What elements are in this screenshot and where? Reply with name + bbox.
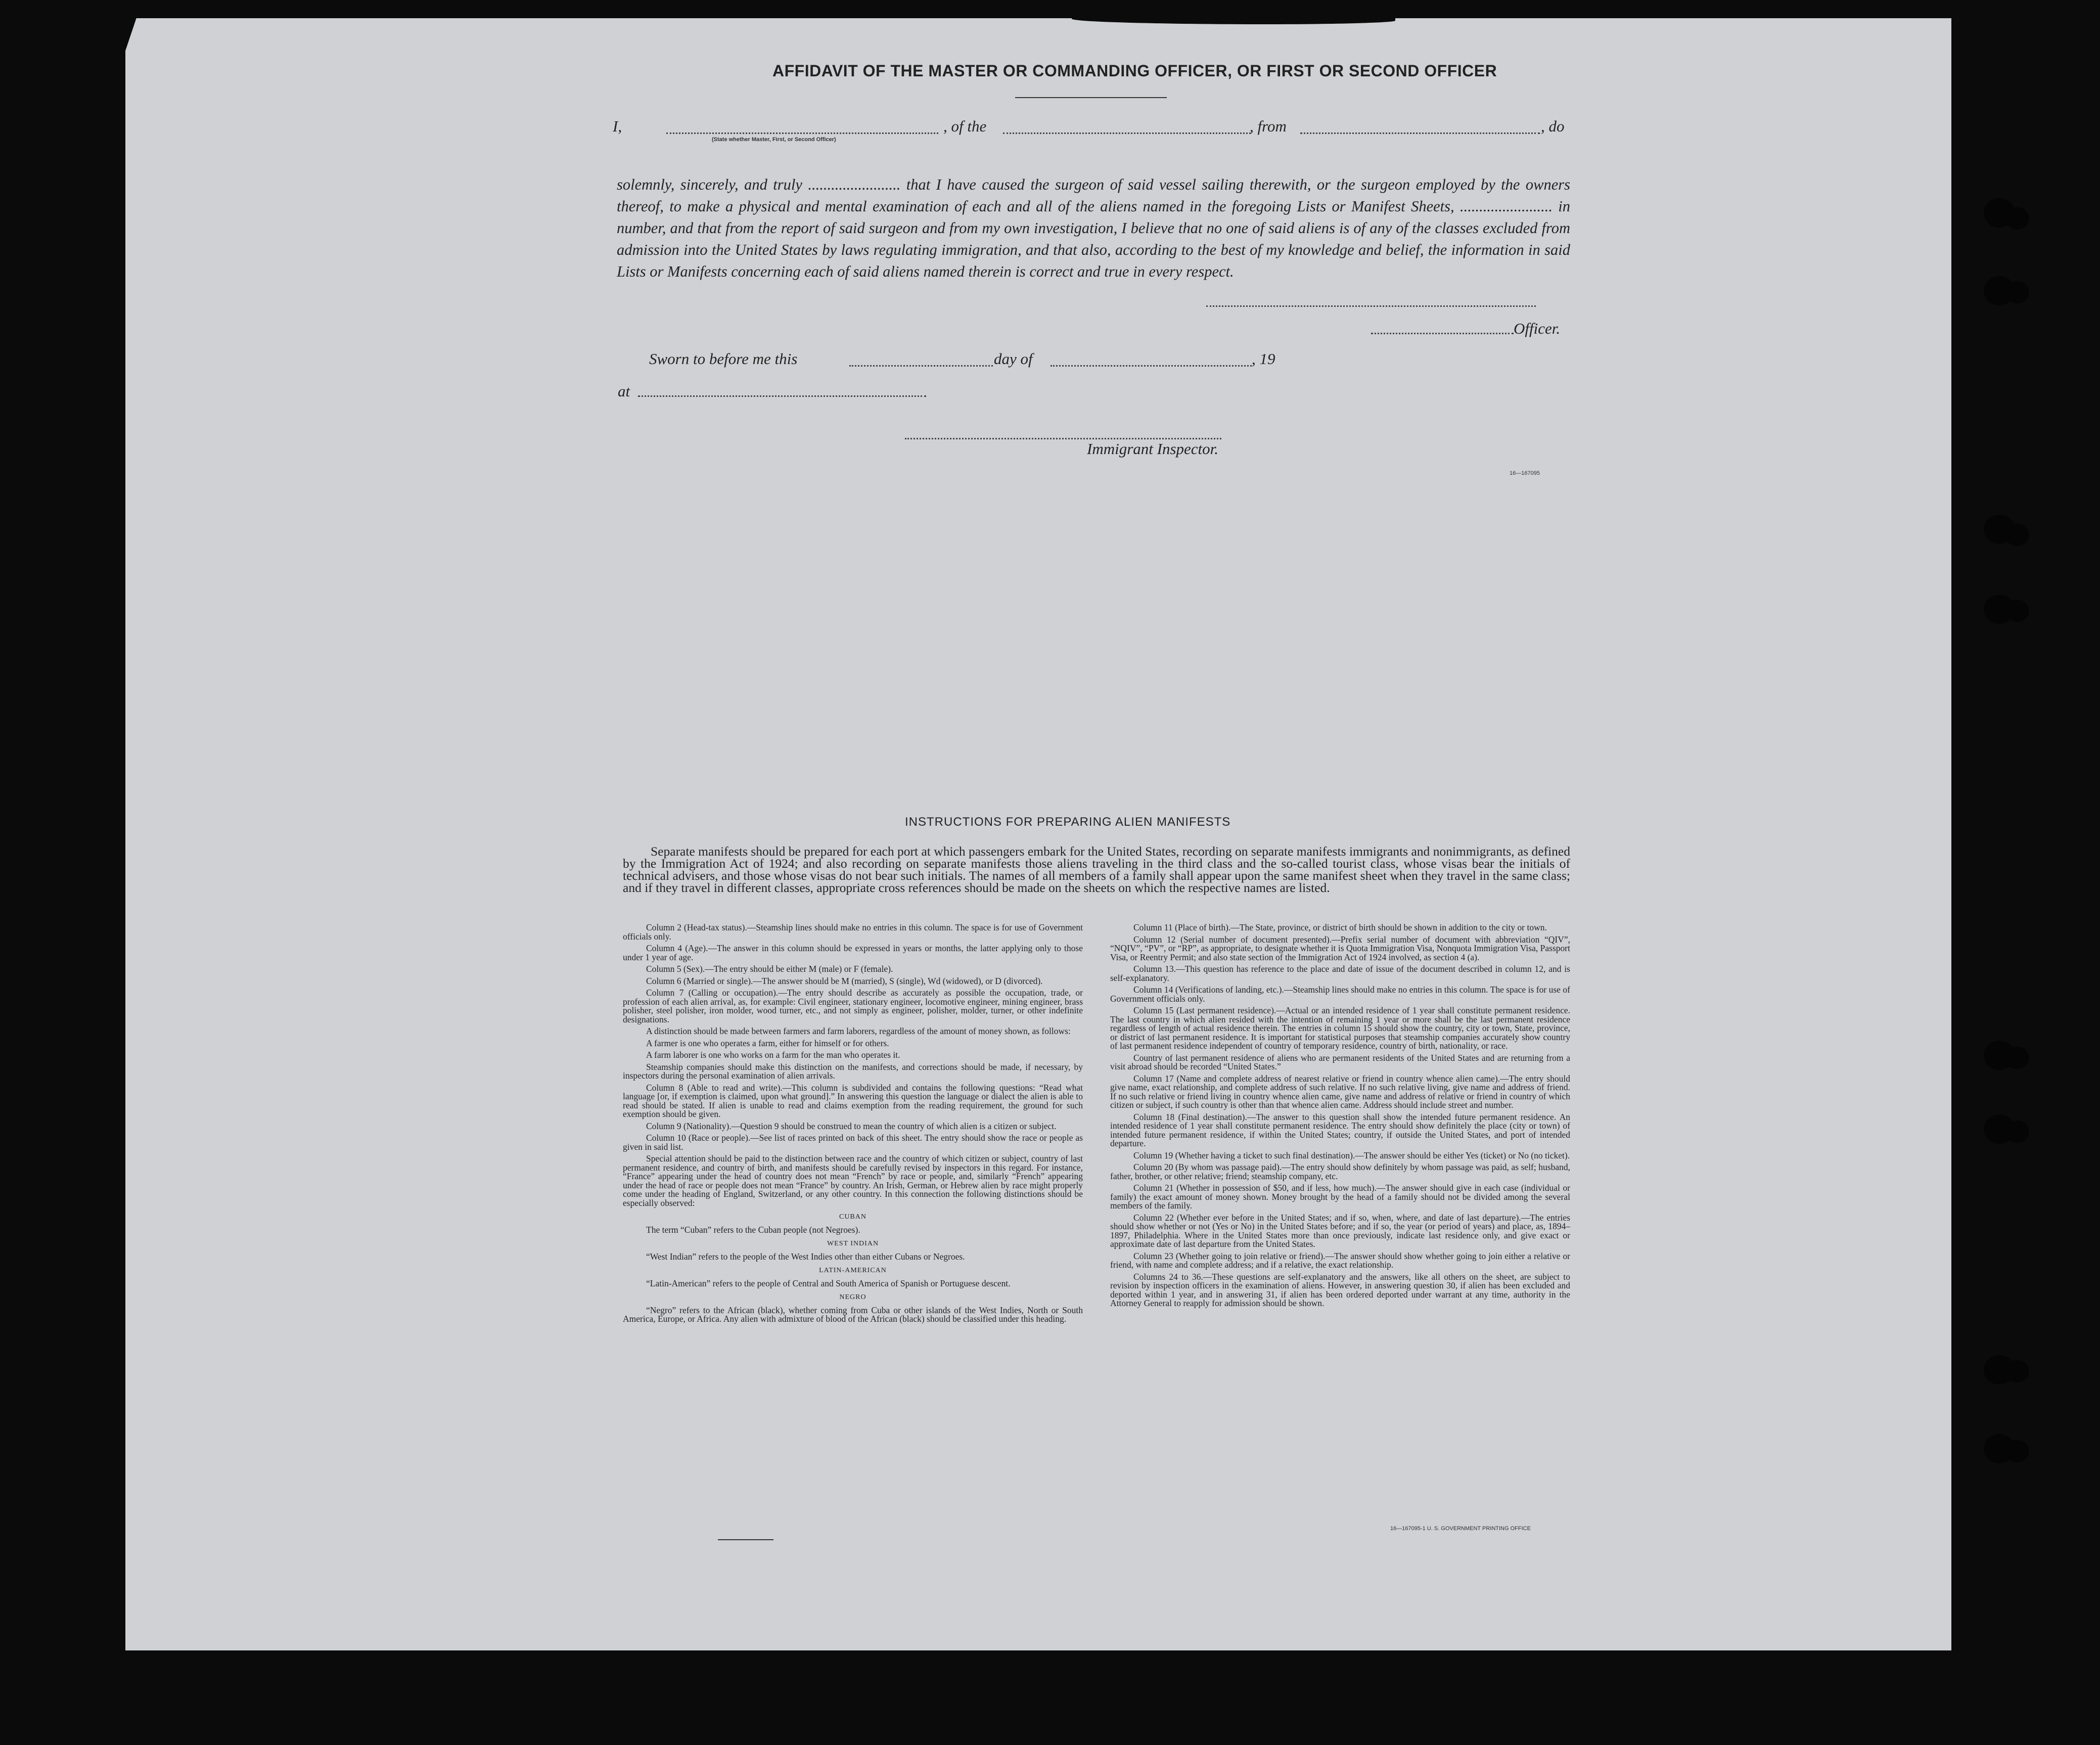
instruction-paragraph: Special attention should be paid to the distinction between race and the country of which citizen or subject, country of last permanent residence, and country of birth, and manifests should be carefully revised by inspectors in this regard. For instance, “France” appearing under the head of country does not mean “French” by race or people, and, similarly “French” appearing under the head of race or people does not mean “France” by country. An Irish, German, or Hebrew alien by race might properly come under the heading of England, Switzerland, or any other country. In this connection the following distinctions should be especially observed: bbox=[623, 1153, 1083, 1208]
instruction-paragraph: Column 17 (Name and complete address of nearest relative or friend in country whence alien came).—The entry should give name, exact relationship, and complete address of such relative. If no such relative living, give name and address of friend. If no such relative or friend living in country whence alien came, give name and address of relative or friend in country of which citizen or subject, if such country is other than that whence alien came. Address should include street and number. bbox=[1110, 1073, 1570, 1110]
punch-hole bbox=[2005, 1360, 2029, 1382]
instruction-paragraph: Columns 24 to 36.—These questions are self-explanatory and the answers, like all others on the sheet, are subject to revision by inspection officers in the examination of aliens. However, in answering question 30, if alien has been excluded and deported within 1 year, and in answering 31, if alien has been ordered deported under warrant at any time, authority in the Attorney General to reapply for admission should be shown. bbox=[1110, 1271, 1570, 1308]
punch-hole bbox=[2005, 281, 2029, 303]
instructions-title: INSTRUCTIONS FOR PREPARING ALIEN MANIFESTS bbox=[905, 815, 1231, 829]
instruction-paragraph: “West Indian” refers to the people of the West Indies other than either Cubans or Negroes. bbox=[646, 1251, 965, 1262]
instruction-paragraph: Column 9 (Nationality).—Question 9 should be construed to mean the country of which alien is a citizen or subject. bbox=[646, 1121, 1057, 1131]
officer-label: Officer. bbox=[1514, 320, 1561, 337]
instruction-paragraph: “Latin-American” refers to the people of Central and South America of Spanish or Portuguese descent. bbox=[646, 1278, 1011, 1288]
instruction-paragraph: Column 21 (Whether in possession of $50, and if less, how much).—The answer should give in each case (individual or family) the exact amount of money shown. Money brought by the head of a family should not be divided among the several members of the family. bbox=[1110, 1183, 1570, 1211]
instructions-right-column bbox=[1110, 923, 1570, 1311]
instruction-paragraph: Column 11 (Place of birth).—The State, province, or district of birth should be shown in addition to the city or town. bbox=[1133, 922, 1547, 932]
sworn-label: Sworn to before me this bbox=[649, 350, 798, 368]
punch-hole bbox=[2005, 1440, 2029, 1462]
instruction-paragraph: Column 15 (Last permanent residence).—Actual or an intended residence of 1 year shall constitute permanent residence. The last country in which alien resided with the intention of remaining 1 year or more shall be the last permanent residence regardless of length of actual residence therein. The entries in column 15 should show the country, city or town, State, province, or district of last permanent residence. It is important for statistical purposes that steamship companies accurately show country of last permanent residence independent of country of temporary residence, country of birth, nationality, or race. bbox=[1110, 1005, 1570, 1051]
instruction-paragraph: A farm laborer is one who works on a farm for the man who operates it. bbox=[646, 1050, 900, 1060]
instruction-paragraph: A distinction should be made between farmers and farm laborers, regardless of the amount of money shown, as follows: bbox=[646, 1026, 1071, 1036]
vessel-field[interactable] bbox=[1003, 132, 1251, 134]
instructions-intro bbox=[623, 845, 1570, 894]
affidavit-i: I, bbox=[613, 117, 622, 135]
end-dash bbox=[718, 1539, 773, 1540]
sworn-day-field[interactable] bbox=[849, 365, 993, 367]
instruction-paragraph: Column 14 (Verifications of landing, etc.).—Steamship lines should make no entries in this column. The space is for use of Government officials only. bbox=[1110, 985, 1570, 1004]
punch-hole bbox=[2005, 524, 2029, 546]
heading-cuban: CUBAN bbox=[839, 1213, 866, 1221]
inspector-label: Immigrant Inspector. bbox=[1087, 440, 1219, 458]
instruction-paragraph: Column 12 (Serial number of document presented).—Prefix serial number of document with abbreviation “QIV”, “NQIV”, “PV”, or “RP”, as appropriate, to designate whether it is Quota Immigration Visa, Nonquota Immigration Visa, Passport Visa, or Reentry Permit; and also state section of the Immigration Act of 1924 involved, as section 4 (a). bbox=[1110, 934, 1570, 962]
punch-hole bbox=[2005, 1121, 2029, 1143]
inspector-signature-line[interactable] bbox=[905, 438, 1221, 439]
instructions-left-column bbox=[623, 923, 1083, 1327]
officer-field[interactable] bbox=[1371, 333, 1514, 334]
instruction-paragraph: Steamship companies should make this distinction on the manifests, and corrections should be made, if necessary, by inspectors during the personal examination of alien arrivals. bbox=[623, 1061, 1083, 1081]
name-field[interactable] bbox=[666, 132, 938, 134]
instruction-paragraph: Column 13.—This question has reference to the place and date of issue of the document described in column 12, and is self-explanatory. bbox=[1110, 964, 1570, 983]
instruction-paragraph: Column 23 (Whether going to join relative or friend).—The answer should show whether going to join either a relative or friend, with name and complete address; and if a relative, the exact relationship. bbox=[1110, 1250, 1570, 1270]
punch-hole bbox=[2005, 1047, 2029, 1069]
sworn-month-field[interactable] bbox=[1051, 365, 1252, 367]
instruction-paragraph: Column 8 (Able to read and write).—This column is subdivided and contains the following questions: “Read what language [or, if exemption is claimed, upon what ground].” In answering this question the language or dialect the alien is able to read should be stated. If alien is unable to read and claims exemption from the reading requirement, the ground for such exemption should be given. bbox=[623, 1082, 1083, 1119]
heading-negro: NEGRO bbox=[839, 1293, 866, 1301]
form-number: 16—167095 bbox=[1510, 470, 1540, 476]
state-rank-note: (State whether Master, First, or Second Officer) bbox=[712, 137, 836, 143]
punch-hole bbox=[2005, 207, 2029, 230]
port-field[interactable] bbox=[1300, 132, 1540, 134]
instruction-paragraph: A farmer is one who operates a farm, either for himself or for others. bbox=[646, 1038, 889, 1048]
instruction-paragraph: Column 2 (Head-tax status).—Steamship lines should make no entries in this column. The space is for use of Government officials only. bbox=[623, 922, 1083, 942]
instruction-paragraph: Column 18 (Final destination).—The answer to this question shall show the intended future permanent residence. An intended residence of 1 year shall constitute permanent residence. The entry should show definitely the place (city or town) of intended future permanent residence, if within the United States; country, if outside the United States, and port of intended departure. bbox=[1110, 1111, 1570, 1148]
heading-latin-american: LATIN-AMERICAN bbox=[819, 1267, 887, 1274]
instruction-paragraph: Column 19 (Whether having a ticket to such final destination).—The answer should be either Yes (ticket) or No (no ticket). bbox=[1133, 1150, 1570, 1160]
instruction-paragraph: “Negro” refers to the African (black), whether coming from Cuba or other islands of the West Indies, North or South America, Europe, or Africa. Any alien with admixture of blood of the African (black) should be classified under this heading. bbox=[623, 1305, 1083, 1324]
title-underline bbox=[1015, 97, 1167, 98]
printing-office-note: 16—167095-1 U. S. GOVERNMENT PRINTING OFFICE bbox=[1390, 1526, 1531, 1532]
instruction-paragraph: Column 5 (Sex).—The entry should be either M (male) or F (female). bbox=[646, 964, 893, 974]
intro-paragraph: Separate manifests should be prepared for each port at which passengers embark for the United States, recording on separate manifests immigrants and nonimmigrants, as defined by the Immigration Act of 1924; and also recording on separate manifests those aliens traveling in the third class and the so-called tourist class, whose visas bear the initials of technical advisers, and those whose visas do not bear such initials. The names of all members of a family shall appear upon the same manifest sheet when they travel in the same class; and if they travel in different classes, appropriate cross references should be made on the sheets on which the respective names are listed. bbox=[623, 844, 1570, 895]
instruction-paragraph: The term “Cuban” refers to the Cuban people (not Negroes). bbox=[646, 1224, 860, 1235]
at-place-field[interactable] bbox=[638, 395, 926, 397]
affidavit-body: solemnly, sincerely, and truly ........................ that I have caused the surgeon of said vessel sailing therewith, or the surgeon employed by the owners thereof, to make a physical and mental examination of each and all of the aliens named in the foregoing Lists or Manifest Sheets, ........................ in number, and that from the report of said surgeon and from my own investigation, I believe that no one of said aliens is of any of the classes excluded from admission into the United States by laws regulating immigration, and that also, according to the best of my knowledge and belief, the information in said Lists or Manifests concerning each of said aliens named therein is correct and true in every respect. bbox=[617, 176, 1570, 280]
at-label: at bbox=[618, 382, 630, 400]
instruction-paragraph: Column 4 (Age).—The answer in this column should be expressed in years or months, the latter applying only to those under 1 year of age. bbox=[623, 943, 1083, 962]
affidavit-do: , do bbox=[1541, 117, 1565, 135]
signature-line[interactable] bbox=[1206, 305, 1536, 307]
heading-west-indian: WEST INDIAN bbox=[827, 1240, 879, 1247]
year-label: , 19 bbox=[1252, 350, 1275, 368]
instruction-paragraph: Country of last permanent residence of aliens who are permanent residents of the United States and are returning from a visit abroad should be recorded “United States.” bbox=[1110, 1052, 1570, 1071]
instruction-paragraph: Column 22 (Whether ever before in the United States; and if so, when, where, and date of last departure).—The entries should show whether or not (Yes or No) in the United States before; and if so, the year (or period of years) and place, as, 1894–1897, Philadelphia. Where in the United States more than once previously, indicate last residence only, and give exact or approximate date of last departure from the United States. bbox=[1110, 1212, 1570, 1249]
punch-hole bbox=[2005, 600, 2029, 622]
affidavit-from: , from bbox=[1250, 117, 1287, 135]
instruction-paragraph: Column 10 (Race or people).—See list of races printed on back of this sheet. The entry should show the race or people as given in said list. bbox=[623, 1133, 1083, 1152]
instruction-paragraph: Column 6 (Married or single).—The answer should be M (married), S (single), Wd (widowed), or D (divorced). bbox=[646, 975, 1043, 986]
instruction-paragraph: Column 20 (By whom was passage paid).—The entry should show definitely by whom passage was paid, as self; husband, father, brother, or other relative; friend; steamship company, etc. bbox=[1110, 1162, 1570, 1181]
affidavit-of-the: , of the bbox=[943, 117, 987, 135]
affidavit-title: AFFIDAVIT OF THE MASTER OR COMMANDING OFFICER, OR FIRST OR SECOND OFFICER bbox=[772, 62, 1497, 80]
day-of-label: day of bbox=[994, 350, 1033, 368]
instruction-paragraph: Column 7 (Calling or occupation).—The entry should describe as accurately as possible the occupation, trade, or profession of each alien arrival, as, for example: Civil engineer, stationary engineer, locomotive engineer, mining engineer, brass polisher, steel polisher, iron molder, wood turner, etc., and not simply as engineer, polisher, molder, turner, or other indefinite designations. bbox=[623, 988, 1083, 1024]
